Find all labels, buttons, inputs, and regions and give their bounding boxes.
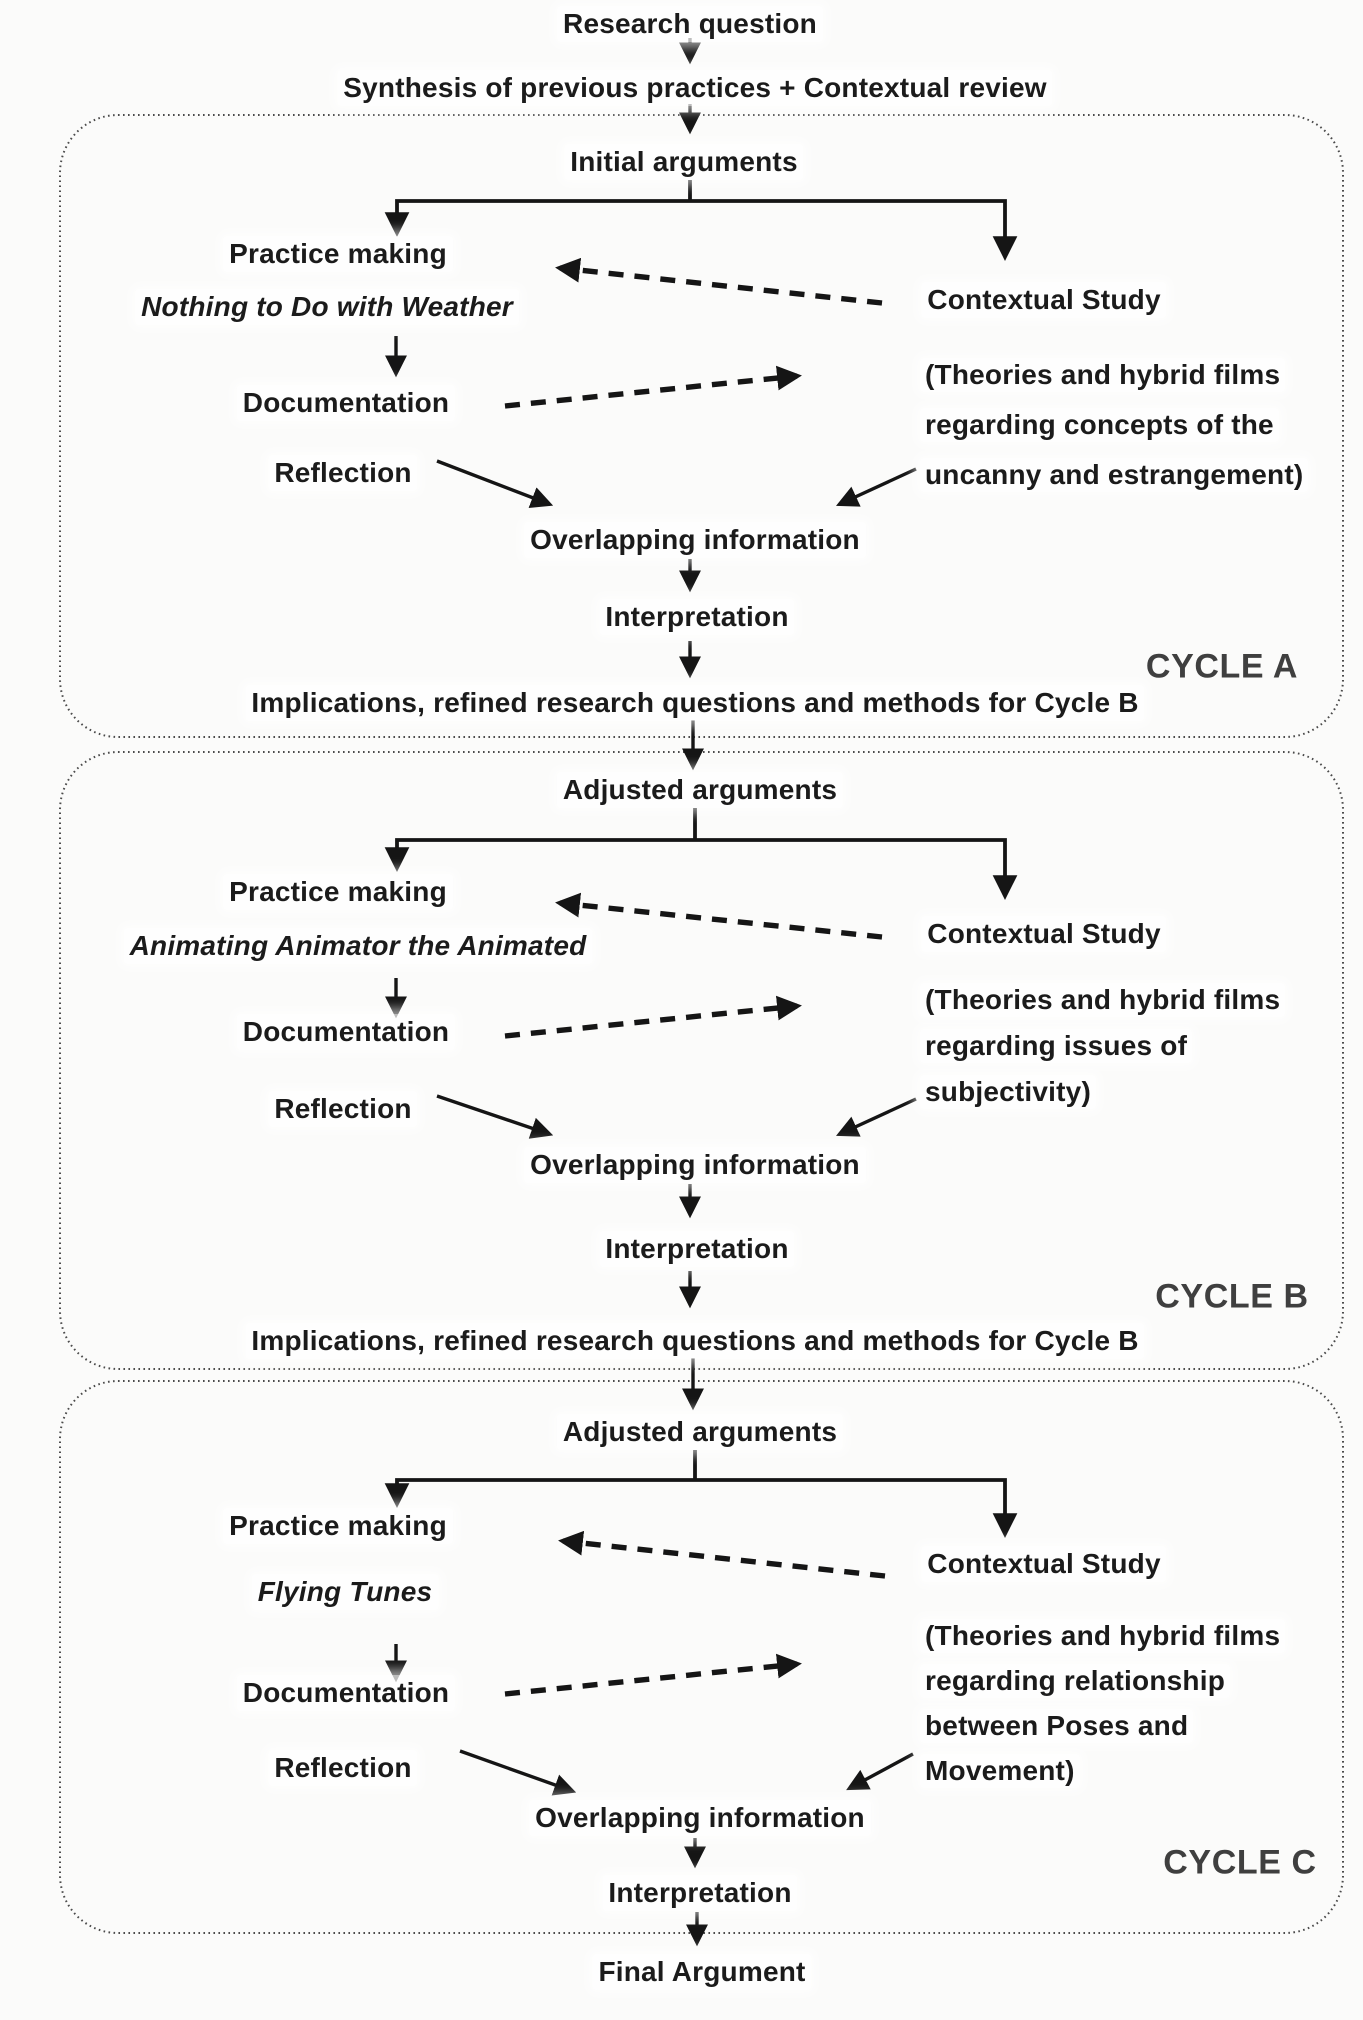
cycle-b-study-note-line: (Theories and hybrid films xyxy=(920,983,1285,1017)
cycle-c-practice-label: Practice making xyxy=(223,1508,453,1544)
cycle-a-study-note-line: regarding concepts of the xyxy=(920,408,1279,442)
research-question-label: Research question xyxy=(557,6,823,42)
cycle-c-overlap-label: Overlapping information xyxy=(529,1800,871,1836)
cycle-c-arrows xyxy=(396,1450,1005,1942)
cycle-c-contextual-label: Contextual Study xyxy=(921,1546,1166,1582)
cycle-c-study-note-line: between Poses and xyxy=(920,1709,1193,1743)
cycle-a-outcome-label: Implications, refined research questions and methods for Cycle B xyxy=(245,685,1144,721)
cycle-c-interpretation-label: Interpretation xyxy=(602,1875,797,1911)
cycle-a-overlap-label: Overlapping information xyxy=(524,522,866,558)
cycle-a-tag: CYCLE A xyxy=(1145,647,1299,686)
cycle-a-documentation-label: Documentation xyxy=(237,385,455,421)
cycle-b-practice-label: Practice making xyxy=(223,874,453,910)
cycle-b-reflection-label: Reflection xyxy=(268,1091,417,1127)
cycle-a-arrows xyxy=(396,180,1005,766)
cycle-b-documentation-label: Documentation xyxy=(237,1014,455,1050)
cycle-a-contextual-label: Contextual Study xyxy=(921,282,1166,318)
cycle-b-study-note-line: subjectivity) xyxy=(920,1075,1096,1109)
cycle-b-arrows xyxy=(396,808,1005,1406)
cycle-c-study-note-line: Movement) xyxy=(920,1754,1080,1788)
cycle-b-overlap-label: Overlapping information xyxy=(524,1147,866,1183)
cycle-a-reflection-label: Reflection xyxy=(268,455,417,491)
cycle-b-study-note-line: regarding issues of xyxy=(920,1029,1192,1063)
cycle-a-project-title: Nothing to Do with Weather xyxy=(135,289,519,325)
cycle-b-outcome-label: Implications, refined research questions and methods for Cycle B xyxy=(245,1323,1144,1359)
cycle-c-project-title: Flying Tunes xyxy=(252,1574,439,1610)
final-argument-label: Final Argument xyxy=(592,1954,811,1990)
synthesis-label: Synthesis of previous practices + Contextual review xyxy=(337,70,1052,106)
cycle-c-entry-label: Adjusted arguments xyxy=(557,1414,843,1450)
cycle-c-box xyxy=(60,1381,1343,1933)
cycle-b-contextual-label: Contextual Study xyxy=(921,916,1166,952)
cycle-c-tag: CYCLE C xyxy=(1163,1843,1317,1882)
cycle-c-reflection-label: Reflection xyxy=(268,1750,417,1786)
cycle-b-entry-label: Adjusted arguments xyxy=(557,772,843,808)
cycle-c-study-note-line: regarding relationship xyxy=(920,1664,1230,1698)
cycle-b-interpretation-label: Interpretation xyxy=(599,1231,794,1267)
cycle-a-study-note-line: uncanny and estrangement) xyxy=(920,458,1308,492)
cycle-b-tag: CYCLE B xyxy=(1155,1277,1309,1316)
cycle-c-study-note-line: (Theories and hybrid films xyxy=(920,1619,1285,1653)
cycle-a-study-note-line: (Theories and hybrid films xyxy=(920,358,1285,392)
cycle-a-practice-label: Practice making xyxy=(223,236,453,272)
cycle-c-documentation-label: Documentation xyxy=(237,1675,455,1711)
cycle-b-project-title: Animating Animator the Animated xyxy=(124,928,593,964)
cycle-a-interpretation-label: Interpretation xyxy=(599,599,794,635)
cycle-a-entry-label: Initial arguments xyxy=(564,144,803,180)
